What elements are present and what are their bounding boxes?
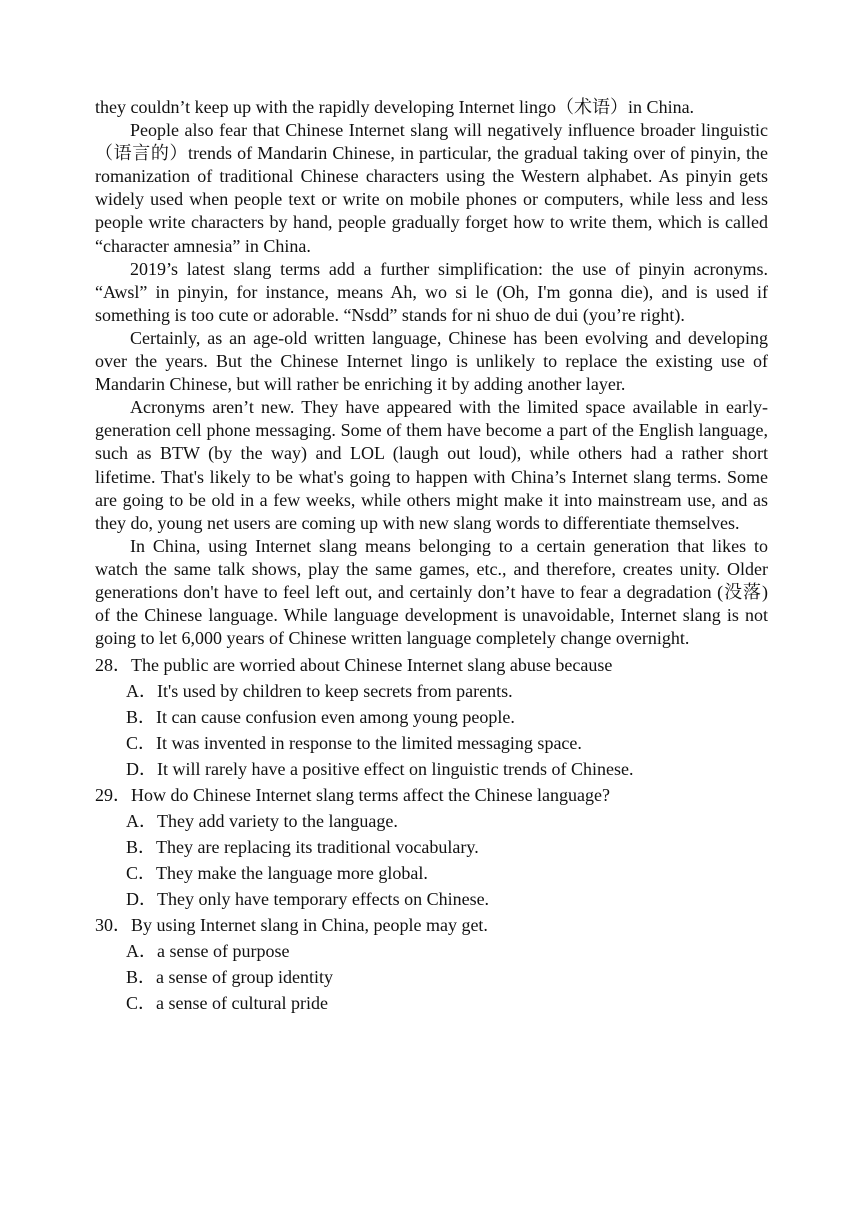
passage-paragraph: In China, using Internet slang means belonging to a certain generation that likes to watch the same talk shows, play the same games, etc., and therefore, creates unity. Older generations don't have to feel left out, and certainly don’t have to fear a degradation (没落) of the Chinese language. While language development is unavoidable, Internet slang is not going to let 6,000 years of Chinese written language completely change overnight. [95,535,768,649]
passage-paragraph: they couldn’t keep up with the rapidly developing Internet lingo（术语）in China. [95,97,695,117]
answer-option-a: A．It's used by children to keep secrets from parents. [126,681,513,702]
passage-paragraph: Acronyms aren’t new. They have appeared with the limited space available in early-generation cell phone messaging. Some of them have become a part of the English language, such as BTW (by the way) and LOL (laugh out loud), while others had a rather short lifetime. That's likely to be what's going to happen with China’s Internet slang terms. Some are going to be old in a few weeks, while others might make it into mainstream use, and as they do, young net users are coming up with new slang words to differentiate themselves. [95,397,768,533]
answer-option-c: C．It was invented in response to the limited messaging space. [126,733,582,754]
answer-option-b: B．It can cause confusion even among young people. [126,707,515,728]
question-30 [95,912,768,1016]
question-stem: 29．How do Chinese Internet slang terms affect the Chinese language? [95,785,611,806]
answer-option-a: A．a sense of purpose [126,941,290,962]
answer-option-c: C．a sense of cultural pride [126,993,328,1014]
answer-option-b: B．a sense of group identity [126,967,333,988]
answer-option-b: B．They are replacing its traditional vocabulary. [126,837,479,858]
answer-option-d: D．They only have temporary effects on Chinese. [126,889,490,910]
document-page [95,96,768,1016]
answer-option-a: A．They add variety to the language. [126,811,398,832]
question-28 [95,652,768,782]
answer-option-d: D．It will rarely have a positive effect on linguistic trends of Chinese. [126,759,634,780]
passage-paragraph: People also fear that Chinese Internet slang will negatively influence broader linguistic（语言的）trends of Mandarin Chinese, in particular, the gradual taking over of pinyin, the romanization of traditional Chinese characters using the Western alphabet. As pinyin gets widely used when people text or write on mobile phones or computers, while less and less people write characters by hand, people gradually forget how to write them, which is called “character amnesia” in China. [95,120,768,256]
question-stem: 28．The public are worried about Chinese Internet slang abuse because [95,655,613,676]
question-29 [95,782,768,912]
question-list [95,652,768,1016]
reading-passage [95,96,768,650]
passage-paragraph: 2019’s latest slang terms add a further simplification: the use of pinyin acronyms. “Awsl” in pinyin, for instance, means Ah, wo si le (Oh, I'm gonna die), and is used if something is too cute or adorable. “Nsdd” stands for ni shuo de dui (you’re right). [95,258,768,325]
answer-option-c: C．They make the language more global. [126,863,428,884]
question-stem: 30．By using Internet slang in China, people may get. [95,915,488,936]
passage-paragraph: Certainly, as an age-old written language, Chinese has been evolving and developing over the years. But the Chinese Internet lingo is unlikely to replace the existing use of Mandarin Chinese, but will rather be enriching it by adding another layer. [95,327,768,395]
